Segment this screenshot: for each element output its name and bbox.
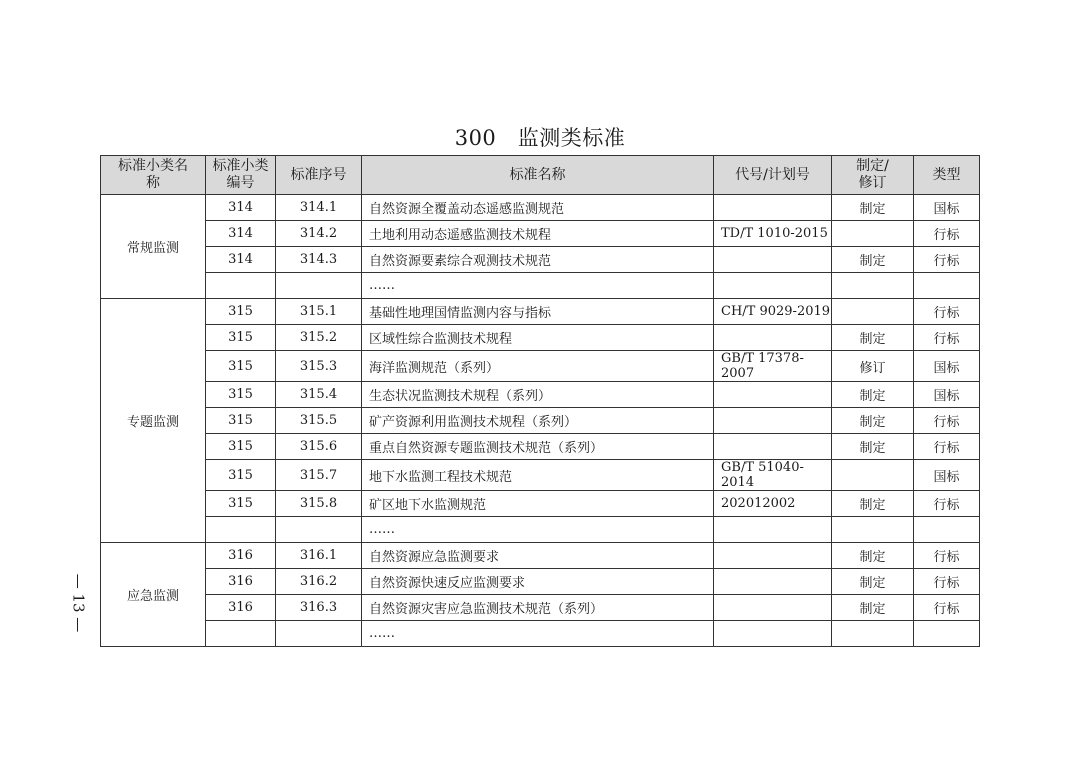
table-row	[101, 299, 980, 325]
subcategory-number-cell: 316	[206, 543, 276, 569]
action-cell: 制定	[832, 491, 914, 517]
code-cell	[714, 325, 832, 351]
group-name-cell: 专题监测	[101, 299, 206, 543]
action-cell	[832, 221, 914, 247]
group-name-cell: 应急监测	[101, 543, 206, 647]
subcategory-number-cell: 315	[206, 408, 276, 434]
subcategory-number-cell: 314	[206, 247, 276, 273]
sequence-cell: 315.8	[276, 491, 362, 517]
page-title: 300 监测类标准	[454, 126, 626, 150]
page-number-text: — 13 —	[69, 573, 87, 633]
type-cell: 行标	[914, 434, 980, 460]
type-cell: 国标	[914, 351, 980, 382]
code-cell	[714, 569, 832, 595]
subcategory-number-cell	[206, 517, 276, 543]
code-cell: TD/T 1010-2015	[714, 221, 832, 247]
sequence-cell: 316.1	[276, 543, 362, 569]
sequence-cell: 315.5	[276, 408, 362, 434]
standard-name-cell: ……	[362, 517, 714, 543]
action-cell	[832, 273, 914, 299]
type-cell: 行标	[914, 299, 980, 325]
sequence-cell: 315.3	[276, 351, 362, 382]
sequence-cell	[276, 517, 362, 543]
sequence-cell	[276, 621, 362, 647]
standard-name-cell: 自然资源要素综合观测技术规范	[362, 247, 714, 273]
subcategory-number-cell: 315	[206, 434, 276, 460]
type-cell	[914, 621, 980, 647]
action-cell: 制定	[832, 408, 914, 434]
action-cell: 制定	[832, 569, 914, 595]
standard-name-cell: 生态状况监测技术规程（系列）	[362, 382, 714, 408]
standard-name-cell: 海洋监测规范（系列）	[362, 351, 714, 382]
type-cell: 行标	[914, 595, 980, 621]
subcategory-number-cell: 314	[206, 195, 276, 221]
table-row	[101, 247, 980, 273]
action-cell: 制定	[832, 434, 914, 460]
type-cell: 行标	[914, 408, 980, 434]
action-cell	[832, 299, 914, 325]
sequence-cell: 314.1	[276, 195, 362, 221]
code-cell	[714, 517, 832, 543]
type-cell: 行标	[914, 569, 980, 595]
type-cell: 国标	[914, 195, 980, 221]
table-row	[101, 491, 980, 517]
sequence-cell: 315.6	[276, 434, 362, 460]
header-action: 制定/修订	[832, 156, 914, 195]
table-row	[101, 195, 980, 221]
table-row	[101, 543, 980, 569]
standard-name-cell: 土地利用动态遥感监测技术规程	[362, 221, 714, 247]
code-cell: GB/T 51040-2014	[714, 460, 832, 491]
action-cell: 制定	[832, 325, 914, 351]
action-cell: 制定	[832, 595, 914, 621]
action-cell	[832, 517, 914, 543]
sequence-cell: 315.1	[276, 299, 362, 325]
standard-name-cell: 自然资源快速反应监测要求	[362, 569, 714, 595]
table-row	[101, 351, 980, 382]
table-header-row	[101, 156, 980, 195]
sequence-cell: 316.2	[276, 569, 362, 595]
type-cell: 行标	[914, 247, 980, 273]
standard-name-cell: 矿产资源利用监测技术规程（系列）	[362, 408, 714, 434]
sequence-cell: 314.3	[276, 247, 362, 273]
table-row	[101, 621, 980, 647]
subcategory-number-cell: 315	[206, 351, 276, 382]
code-cell	[714, 543, 832, 569]
subcategory-number-cell: 314	[206, 221, 276, 247]
sequence-cell: 314.2	[276, 221, 362, 247]
code-cell	[714, 382, 832, 408]
sequence-cell: 315.7	[276, 460, 362, 491]
sequence-cell: 315.4	[276, 382, 362, 408]
table-row	[101, 595, 980, 621]
subcategory-number-cell: 315	[206, 325, 276, 351]
standards-table	[100, 155, 980, 647]
type-cell: 行标	[914, 325, 980, 351]
code-cell	[714, 408, 832, 434]
standard-name-cell: 重点自然资源专题监测技术规范（系列）	[362, 434, 714, 460]
table-row	[101, 460, 980, 491]
standard-name-cell: 地下水监测工程技术规范	[362, 460, 714, 491]
header-subcategory-number: 标准小类编号	[206, 156, 276, 195]
table-row	[101, 221, 980, 247]
group-name-cell: 常规监测	[101, 195, 206, 299]
table-row	[101, 273, 980, 299]
header-type: 类型	[914, 156, 980, 195]
table-row	[101, 517, 980, 543]
standard-name-cell: ……	[362, 273, 714, 299]
code-cell	[714, 247, 832, 273]
code-cell	[714, 434, 832, 460]
type-cell: 行标	[914, 491, 980, 517]
subcategory-number-cell: 315	[206, 491, 276, 517]
table-row	[101, 569, 980, 595]
standard-name-cell: 基础性地理国情监测内容与指标	[362, 299, 714, 325]
subcategory-number-cell	[206, 273, 276, 299]
code-cell	[714, 595, 832, 621]
action-cell: 制定	[832, 382, 914, 408]
subcategory-number-cell	[206, 621, 276, 647]
header-sequence: 标准序号	[276, 156, 362, 195]
code-cell: 202012002	[714, 491, 832, 517]
code-cell	[714, 195, 832, 221]
action-cell: 修订	[832, 351, 914, 382]
type-cell: 行标	[914, 543, 980, 569]
sequence-cell	[276, 273, 362, 299]
subcategory-number-cell: 315	[206, 382, 276, 408]
action-cell: 制定	[832, 195, 914, 221]
header-standard-name: 标准名称	[362, 156, 714, 195]
subcategory-number-cell: 316	[206, 595, 276, 621]
standard-name-cell: 矿区地下水监测规范	[362, 491, 714, 517]
standard-name-cell: 自然资源应急监测要求	[362, 543, 714, 569]
code-cell	[714, 621, 832, 647]
action-cell	[832, 621, 914, 647]
standard-name-cell: ……	[362, 621, 714, 647]
action-cell	[832, 460, 914, 491]
subcategory-number-cell: 315	[206, 460, 276, 491]
type-cell: 国标	[914, 382, 980, 408]
type-cell	[914, 517, 980, 543]
type-cell	[914, 273, 980, 299]
table-row	[101, 325, 980, 351]
subcategory-number-cell: 315	[206, 299, 276, 325]
type-cell: 国标	[914, 460, 980, 491]
table-row	[101, 434, 980, 460]
action-cell: 制定	[832, 247, 914, 273]
standard-name-cell: 自然资源灾害应急监测技术规范（系列）	[362, 595, 714, 621]
sequence-cell: 315.2	[276, 325, 362, 351]
header-subcategory-name: 标准小类名称	[101, 156, 206, 195]
standard-name-cell: 自然资源全覆盖动态遥感监测规范	[362, 195, 714, 221]
table-row	[101, 382, 980, 408]
page-number	[63, 566, 93, 640]
code-cell	[714, 273, 832, 299]
code-cell: GB/T 17378-2007	[714, 351, 832, 382]
header-code: 代号/计划号	[714, 156, 832, 195]
type-cell: 行标	[914, 221, 980, 247]
code-cell: CH/T 9029-2019	[714, 299, 832, 325]
subcategory-number-cell: 316	[206, 569, 276, 595]
table-row	[101, 408, 980, 434]
action-cell: 制定	[832, 543, 914, 569]
standard-name-cell: 区域性综合监测技术规程	[362, 325, 714, 351]
sequence-cell: 316.3	[276, 595, 362, 621]
